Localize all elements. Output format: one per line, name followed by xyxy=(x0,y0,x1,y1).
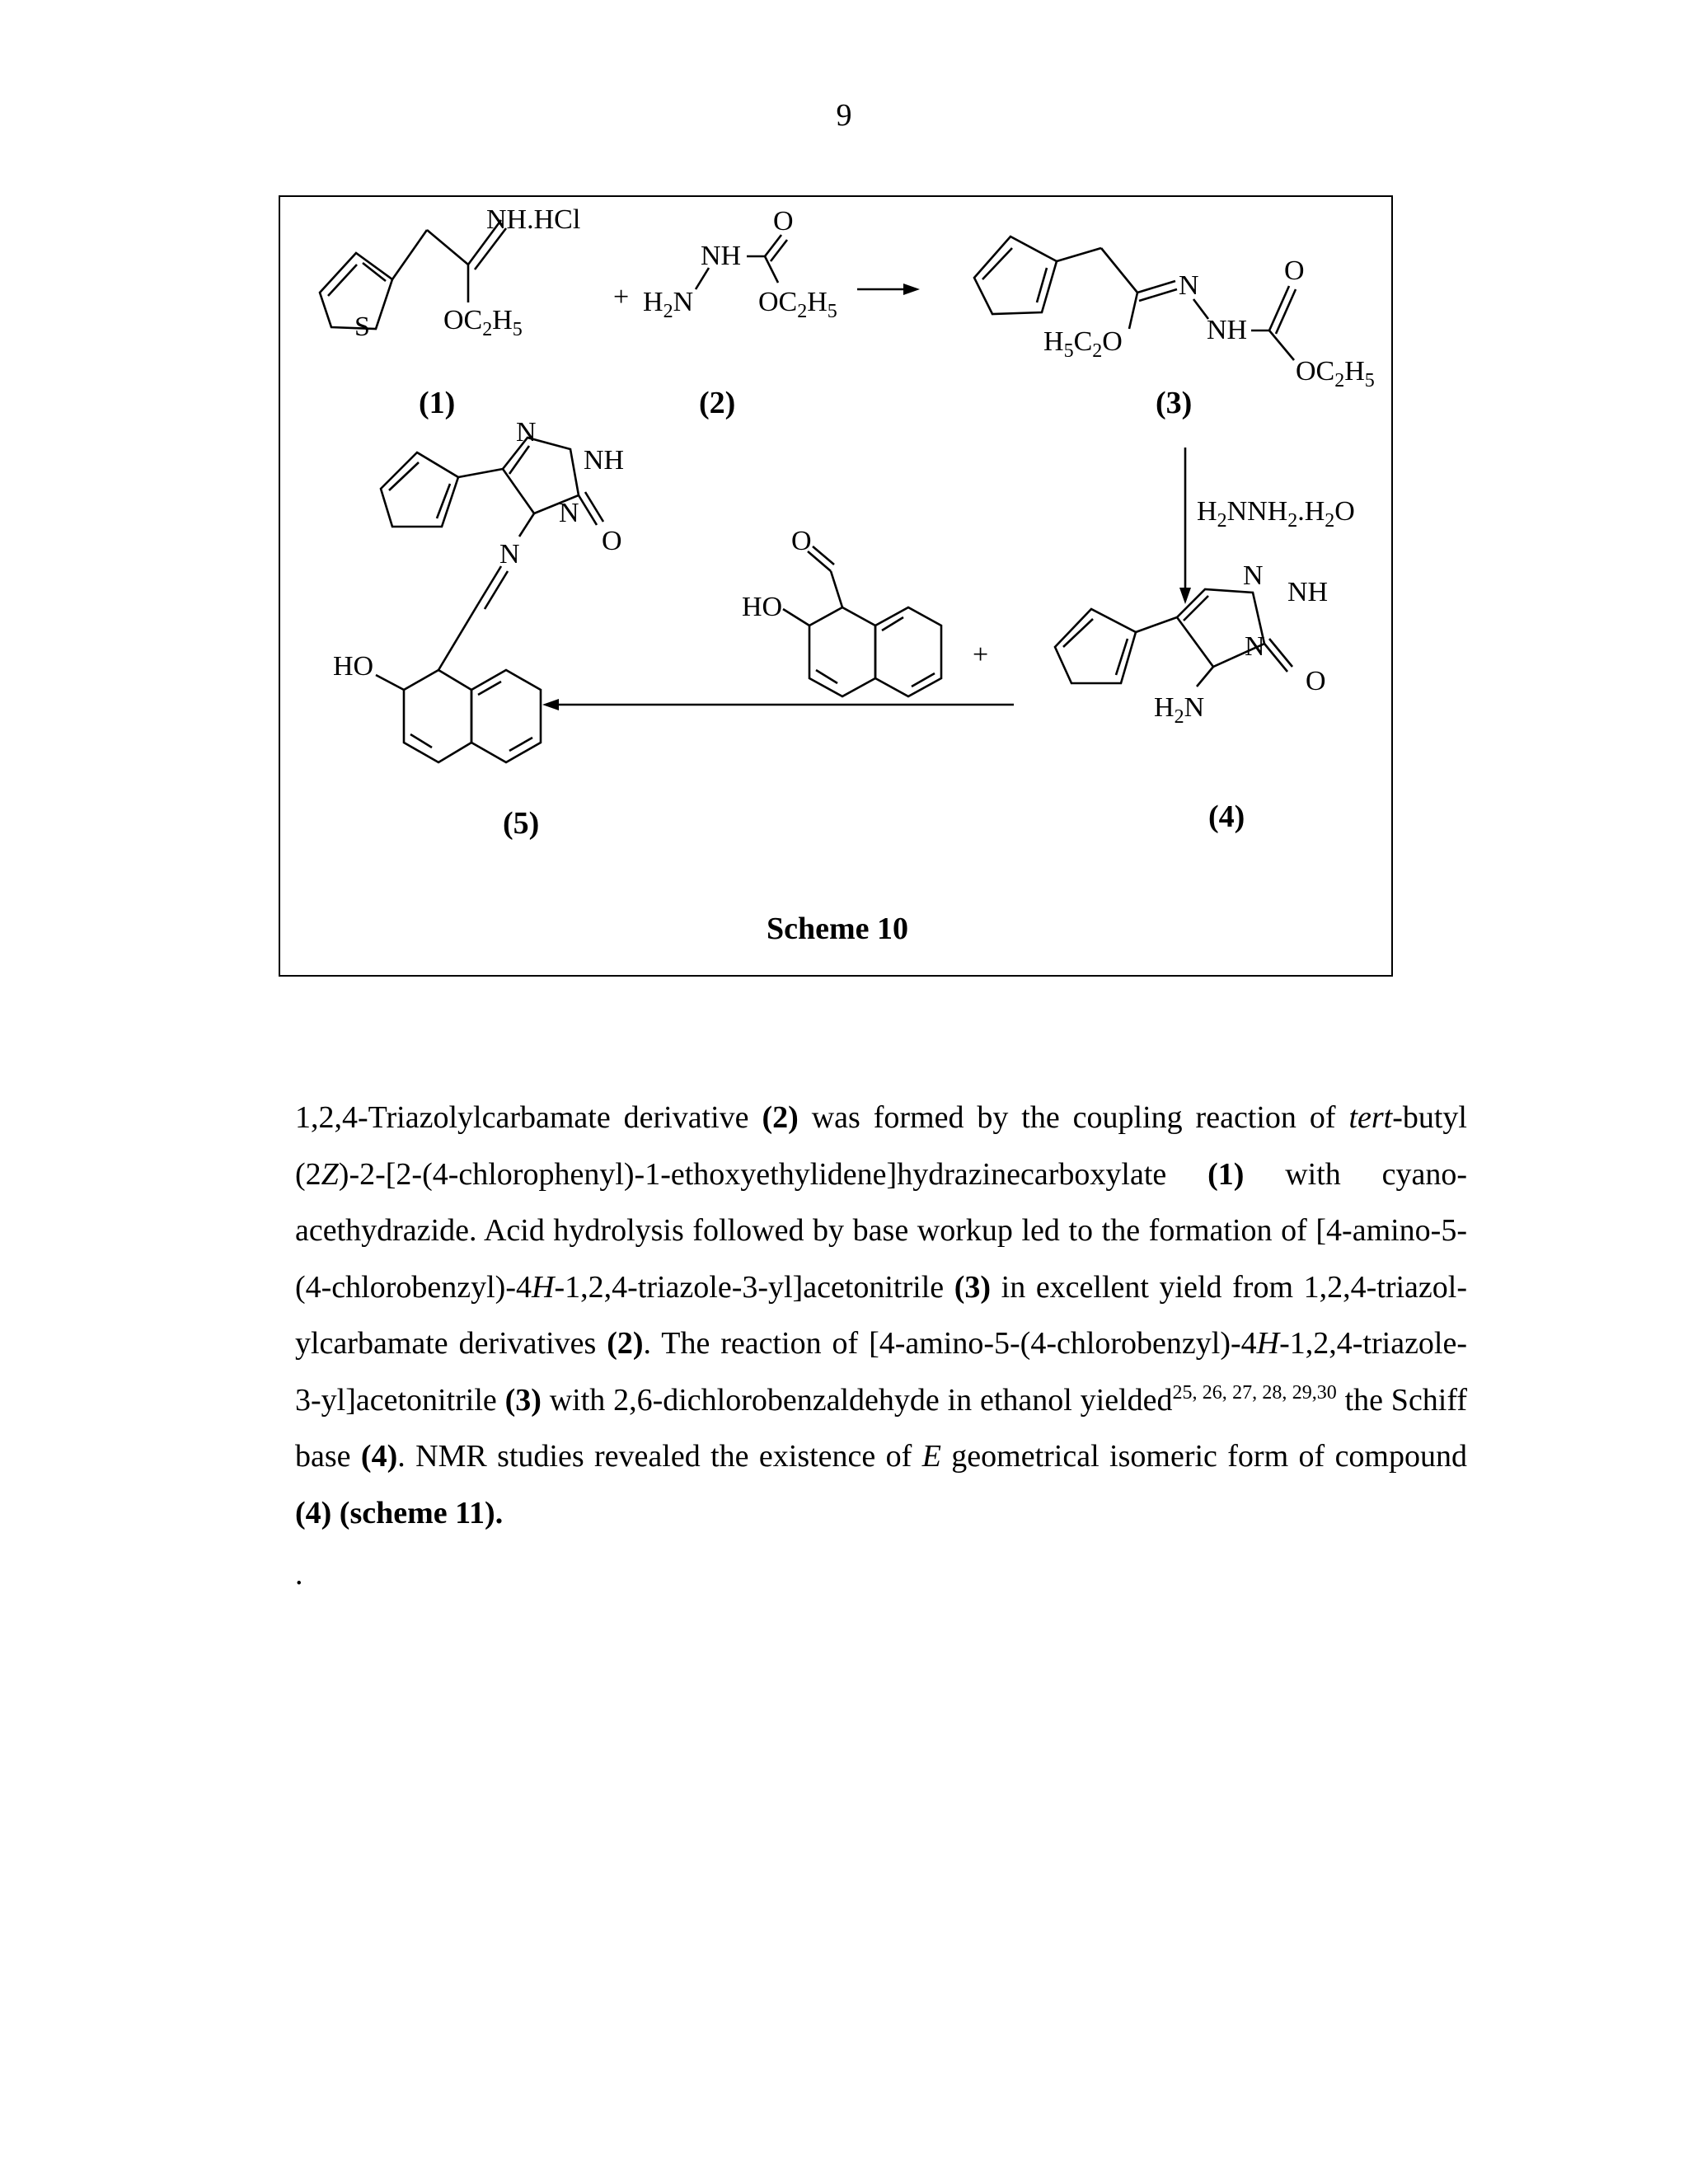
naphthalene-ring-b xyxy=(875,607,941,696)
compound-4-structure xyxy=(1055,560,1328,834)
amino-group-4: $H_2N$ xyxy=(1154,692,1205,728)
para-text: . NMR studies revealed the existence of xyxy=(397,1439,922,1474)
compound-3-label: (3) xyxy=(1156,386,1193,420)
reaction-scheme-figure xyxy=(279,195,1393,977)
compound-1-structure xyxy=(320,204,580,420)
plus-sign-2: + xyxy=(973,640,989,670)
ring-nitrogen-5b: N xyxy=(559,498,579,528)
ethoxy-group-3b: $OC_2H_5$ xyxy=(1296,356,1375,391)
para-text: . The reaction of [4-amino-5-(4-chlorobenzyl)-4 xyxy=(643,1326,1257,1361)
ring-nitrogen-4b: N xyxy=(1243,560,1264,591)
ethoxy-group-2: $OC_2H_5$ xyxy=(758,287,837,322)
citation-superscript: 25, 26, 27, 28, 29,30 xyxy=(1172,1381,1337,1404)
ethoxy-group-1: $OC_2H_5$ xyxy=(443,305,523,340)
aldehyde-oxygen: O xyxy=(791,526,812,556)
hydroxy-group-reagent: HO xyxy=(742,592,783,622)
compound-2-structure xyxy=(613,206,837,420)
compound-3-structure xyxy=(974,237,1375,420)
carbonyl-oxygen-4: O xyxy=(1306,666,1326,696)
page-number: 9 xyxy=(836,98,852,133)
hydroxy-group-5: HO xyxy=(333,651,374,682)
compound-2-label: (2) xyxy=(699,386,736,420)
compound-ref: (3) xyxy=(954,1269,992,1305)
ethoxy-group-3a: $H_5C_2O$ xyxy=(1043,326,1123,362)
nh-hcl-group: NH.HCl xyxy=(486,204,581,235)
reaction-arrow-left xyxy=(542,699,1014,710)
italic-term: H xyxy=(532,1269,555,1305)
ring-nitrogen-5a: N xyxy=(516,417,537,448)
compound-5-structure xyxy=(333,417,624,841)
para-text: with 2,6-dichlorobenzaldehyde in ethanol yielded xyxy=(541,1382,1173,1418)
compound-1-label: (1) xyxy=(419,386,456,420)
nh-group-4: NH xyxy=(1287,577,1329,607)
naphthalene-ring-a xyxy=(809,607,875,696)
reaction-scheme-drawing xyxy=(280,197,1391,975)
compound-ref: (1) xyxy=(1207,1156,1245,1192)
italic-term: Z xyxy=(321,1156,339,1192)
naphthalene-ring-5a xyxy=(404,670,471,762)
para-text: -1,2,4-triazole-3-yl]acetonitrile xyxy=(295,1326,1468,1418)
italic-term: E xyxy=(921,1439,941,1474)
para-text: the Schiff base xyxy=(295,1382,1467,1474)
italic-term: tert xyxy=(1348,1100,1393,1135)
thiophene-ring-5 xyxy=(381,452,458,527)
thiophene-ring-4 xyxy=(1055,609,1136,683)
carbonyl-oxygen-2: O xyxy=(773,206,794,237)
para-text: -butyl (2 xyxy=(295,1100,1467,1192)
hydroxynaphthaldehyde-reagent xyxy=(742,526,988,696)
naphthalene-ring-5b xyxy=(471,670,541,762)
compound-5-label: (5) xyxy=(503,806,540,841)
hydrazine-reagent: $H_2NNH_2.H_2O$ xyxy=(1197,496,1355,532)
para-text: with cyano-acethydrazide. Acid hydrolysis followed by base workup led to the formation of [4-amino-5-(4-chlorobenzyl)-4 xyxy=(295,1156,1467,1305)
compound-ref: (4) xyxy=(360,1439,398,1474)
plus-sign-1: + xyxy=(613,282,630,312)
imine-nitrogen-3: N xyxy=(1179,270,1199,301)
carbonyl-oxygen-3: O xyxy=(1284,255,1305,286)
nh-group-3: NH xyxy=(1207,315,1248,345)
para-text: 1,2,4-Triazolylcarbamate derivative xyxy=(295,1100,762,1135)
italic-term: H xyxy=(1256,1326,1280,1361)
body-paragraph xyxy=(295,1090,1467,1541)
compound-ref: (2) xyxy=(762,1100,799,1135)
compound-ref: (2) xyxy=(607,1326,644,1361)
imine-nitrogen-5: N xyxy=(499,539,520,569)
para-text: geometrical isomeric form of compound xyxy=(940,1439,1467,1474)
reaction-arrow-right xyxy=(857,284,920,295)
compound-ref: (3) xyxy=(504,1382,542,1418)
para-text: -1,2,4-triazole-3-yl]acetonitrile xyxy=(554,1269,954,1305)
ring-nitrogen-4a: N xyxy=(1245,631,1265,662)
scheme-caption: Scheme 10 xyxy=(767,912,909,946)
para-text: )-2-[2-(4-chlorophenyl)-1-ethoxyethylidene]hydrazinecarboxylate xyxy=(338,1156,1208,1192)
compound-4-label: (4) xyxy=(1208,799,1245,834)
nh-group-5: NH xyxy=(584,445,625,476)
carbonyl-oxygen-5: O xyxy=(602,526,622,556)
para-text: in excellent yield from 1,2,4-triazol-ylcarbamate derivatives xyxy=(295,1269,1467,1361)
nh-group-2: NH xyxy=(701,241,742,271)
reaction-arrow-down xyxy=(1179,448,1355,604)
compound-ref: (4) (scheme 11). xyxy=(295,1495,504,1530)
sulfur-atom-1: S xyxy=(354,312,370,342)
amine-group-2: $H_2N$ xyxy=(643,287,694,322)
stray-period: . xyxy=(295,1557,303,1591)
para-text: was formed by the coupling reaction of xyxy=(798,1100,1349,1135)
